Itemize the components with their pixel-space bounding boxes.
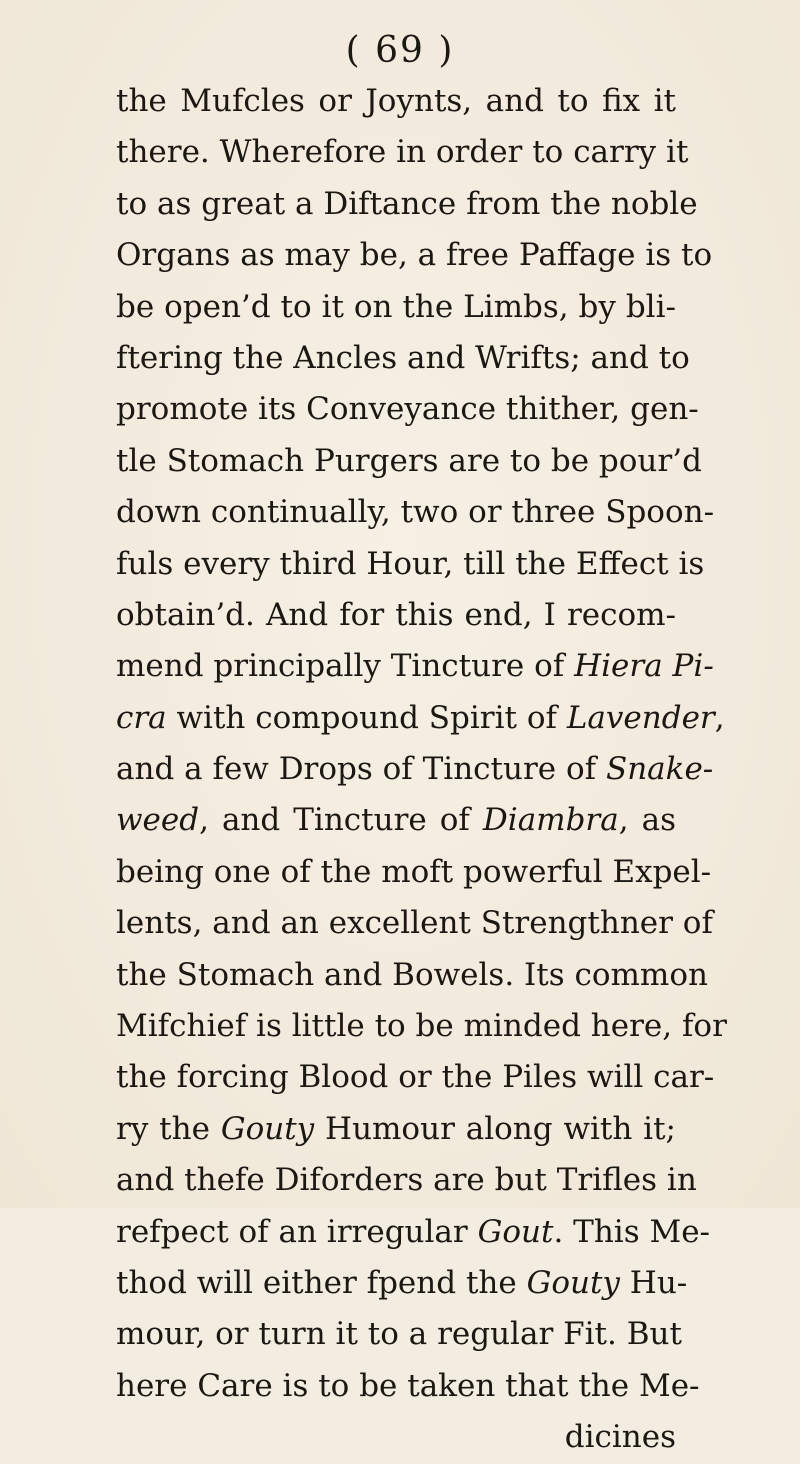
text-line <box>116 487 715 538</box>
italic-term: Hiera Pi- <box>574 648 714 685</box>
text-run: with compound Spirit of <box>166 699 567 736</box>
text-run: ftering the Ancles and Wrifts; and to <box>116 339 690 376</box>
text-run: refpect of an irregular <box>116 1213 478 1250</box>
text-line <box>116 1104 676 1155</box>
text-line <box>116 693 725 744</box>
text-run: mour, or turn it to a regular Fit. But <box>116 1316 682 1353</box>
text-line <box>116 1258 688 1309</box>
text-line <box>116 127 689 178</box>
text-line <box>116 333 690 384</box>
body-text <box>116 76 727 1464</box>
text-run: thod will either fpend the <box>116 1264 527 1301</box>
text-run: . This Me- <box>553 1213 711 1250</box>
text-run: here Care is to be taken that the Me- <box>116 1367 700 1404</box>
text-run: dicines <box>564 1419 676 1456</box>
text-line <box>116 76 676 127</box>
text-run: be open’d to it on the Limbs, by bli- <box>116 288 676 325</box>
text-run: promote its Conveyance thither, gen- <box>116 391 699 428</box>
text-line <box>116 641 714 692</box>
text-run: ry the <box>116 1110 221 1147</box>
text-line <box>116 1361 700 1412</box>
text-run: Hu- <box>619 1264 688 1301</box>
text-line <box>116 179 698 230</box>
italic-term: cra <box>116 699 167 736</box>
text-line <box>116 950 708 1001</box>
text-line <box>116 1001 727 1052</box>
text-line <box>116 744 714 795</box>
text-run: Humour along with it; <box>314 1110 676 1147</box>
text-run: and thefe Diforders are but Trifles in <box>116 1162 697 1199</box>
italic-term: Diambra <box>482 802 619 839</box>
text-line <box>116 847 712 898</box>
text-run: tle Stomach Purgers are to be pour’d <box>116 442 702 479</box>
text-run: obtain’d. And for this end, I recom- <box>116 596 676 633</box>
text-line <box>116 282 676 333</box>
text-line <box>116 230 713 281</box>
text-run: Organs as may be, a free Paffage is to <box>116 237 713 274</box>
text-run: the Stomach and Bowels. Its common <box>116 956 708 993</box>
text-run: to as great a Diftance from the noble <box>116 185 698 222</box>
text-line <box>116 898 713 949</box>
italic-term: Gouty <box>526 1264 620 1301</box>
text-run: Mifchief is little to be minded here, for <box>116 1008 727 1045</box>
text-run: lents, and an excellent Strengthner of <box>116 905 713 942</box>
text-run: the Mufcles or Joynts, and to fix it <box>116 83 676 119</box>
italic-term: Snake- <box>605 751 714 788</box>
text-line <box>116 436 702 487</box>
text-run: being one of the moft powerful Expel- <box>116 853 712 890</box>
italic-term: weed <box>116 802 200 839</box>
text-line <box>116 384 699 435</box>
text-line <box>116 795 676 846</box>
text-run: , and Tincture of <box>199 802 483 839</box>
text-run: and a few Drops of Tincture of <box>116 751 606 788</box>
text-run: there. Wherefore in order to carry it <box>116 134 689 171</box>
text-run: down continually, two or three Spoon- <box>116 494 715 531</box>
text-run: the forcing Blood or the Piles will car- <box>116 1059 715 1096</box>
text-line <box>116 1412 676 1463</box>
italic-term: Gout <box>477 1213 554 1250</box>
italic-term: Gouty <box>220 1110 315 1147</box>
text-line <box>116 1309 682 1360</box>
text-line <box>116 539 705 590</box>
text-run: fuls every third Hour, till the Effect is <box>116 545 705 582</box>
text-line <box>116 1052 715 1103</box>
text-line <box>116 1207 711 1258</box>
text-line <box>116 590 676 641</box>
page-number: ( 69 ) <box>345 30 455 71</box>
text-run: , <box>714 699 725 736</box>
text-run: mend principally Tincture of <box>116 648 575 685</box>
text-line <box>116 1155 697 1206</box>
italic-term: Lavender <box>566 699 715 736</box>
text-run: , as <box>618 802 676 839</box>
